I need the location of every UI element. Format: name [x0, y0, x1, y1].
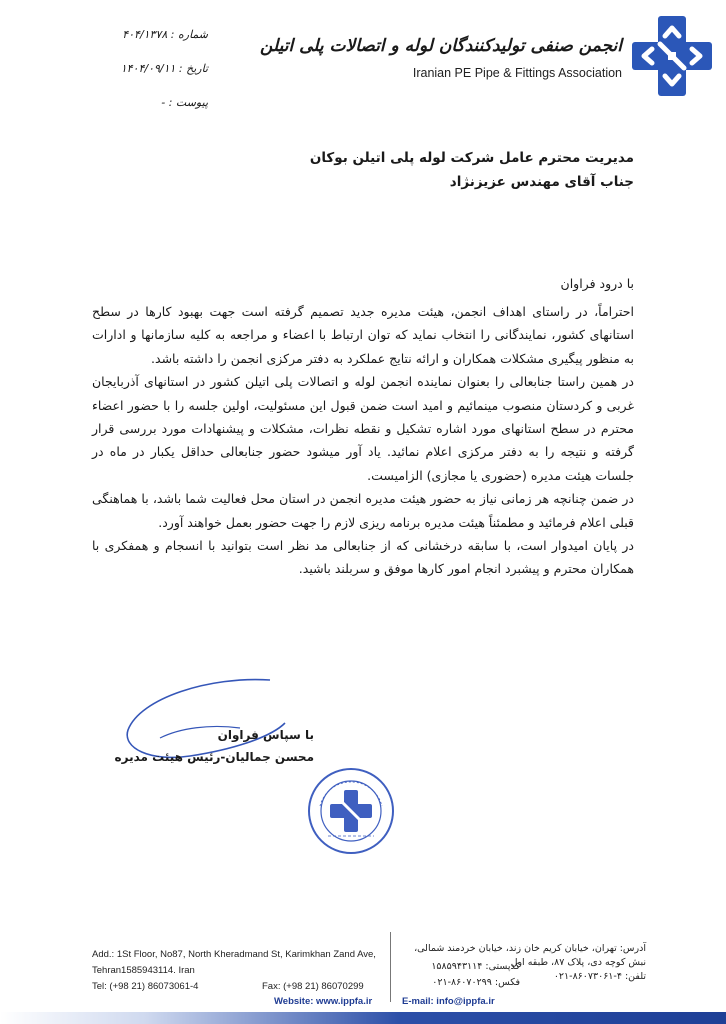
- footer-gradient-bar: [0, 1012, 726, 1024]
- signature-name-title: محسن جمالیان-رئیس هیئت مدیره: [114, 750, 314, 764]
- letter-number: شماره : ۴۰۴/۱۳۷۸: [122, 28, 208, 41]
- body-paragraph-2: در همین راستا جنابعالی را بعنوان نماینده انجمن لوله و اتصالات پلی اتیلن کشور در استانهای آذربایجان غربی و کردستان منصوب مینمائیم و امید است ضمن قبول این مسئولیت، اولین جلسه را با حضور اعضاء محترم در سطح استانهای مورد اشاره تشکیل و نقطه نظرات، مشکلات و پیشنهادات مورد بررسی قرار گرفته و نتیجه را به دفتر مرکزی اعلام نمائید. یاد آور میشود حضور جنابعالی حداقل یکبار در ماه در جلسات هیئت مدیره (حضوری یا مجازی) الزامیست.: [92, 374, 634, 483]
- letter-date: تاریخ : ۱۴۰۴/۰۹/۱۱: [120, 62, 208, 75]
- signature-thanks: با سپاس فراوان: [217, 728, 314, 742]
- footer-address-fa-2: نبش کوچه دی، پلاک ۸۷، طبقه اول: [510, 957, 646, 968]
- footer-address-fa-1: آدرس: تهران، خیابان کریم خان زند، خیابان خردمند شمالی،: [414, 943, 646, 954]
- body-paragraph-1: احتراماً، در راستای اهداف انجمن، هیئت مدیره جدید تصمیم گرفته است جهت بهبود کارها در سطح استانهای کشور، نمایندگانی را انتخاب نماید که توان ارتباط با اعضاء و مراجعه به کلیه سازمانها و ادارات به منظور پیگیری مشکلات همکاران و ارائه نتایج عملکرد به دفتر مرکزی انجمن را داشته باشد.: [92, 304, 634, 366]
- body-paragraph-3: در ضمن چنانچه هر زمانی نیاز به حضور هیئت مدیره انجمن در استان محل فعالیت شما باشد، با هماهنگی قبلی اعلام فرمائید و مطمئناً هیئت مدیره برنامه ریزی لازم را جهت حضور بعمل خواهند آورد.: [92, 491, 634, 530]
- cross-arrows-logo-icon: [632, 16, 712, 96]
- footer-fax-fa: فکس: ۸۶۰۷۰۲۹۹-۰۲۱: [432, 977, 520, 988]
- letter-body: [92, 300, 634, 581]
- recipient-line-1: مدیریت محترم عامل شرکت لوله پلی اتیلن بوکان: [309, 150, 634, 166]
- footer-address-en-1: Add.: 1St Floor, No87, North Kheradmand St, Karimkhan Zand Ave,: [92, 949, 376, 960]
- footer-email-link[interactable]: E-mail: info@ippfa.ir: [402, 996, 495, 1007]
- letter-attachment: پیوست : -: [161, 96, 208, 109]
- body-paragraph-4: در پایان امیدوار است، با سابقه درخشانی که از جنابعالی مد نظر است بتوانید با انسجام و همفکری با همکاران محترم و پیشبرد انجام امور کارها موفق و سربلند باشید.: [92, 538, 634, 577]
- footer-address-en-2: Tehran1585943114. Iran: [92, 965, 195, 976]
- footer-postal-fa: کدپستی: ۱۵۸۵۹۴۳۱۱۴: [431, 961, 520, 972]
- org-name-en: Iranian PE Pipe & Fittings Association: [412, 66, 622, 80]
- footer-website-link[interactable]: Website: www.ippfa.ir: [274, 996, 373, 1007]
- association-stamp: [306, 766, 396, 856]
- footer-tel-fa: تلفن: ۴-۸۶۰۷۳۰۶۱-۰۲۱: [553, 971, 646, 982]
- greeting: با درود فراوان: [560, 276, 634, 291]
- recipient-line-2: جناب آقای مهندس عزیزنژاد: [449, 174, 634, 190]
- footer-tel-en: Tel: (+98 21) 86073061-4: [92, 981, 199, 992]
- org-name-fa: انجمن صنفی تولیدکنندگان لوله و اتصالات پلی اتیلن: [260, 36, 622, 56]
- footer-fax-en: Fax: (+98 21) 86070299: [262, 981, 364, 992]
- footer-divider: [390, 932, 391, 1002]
